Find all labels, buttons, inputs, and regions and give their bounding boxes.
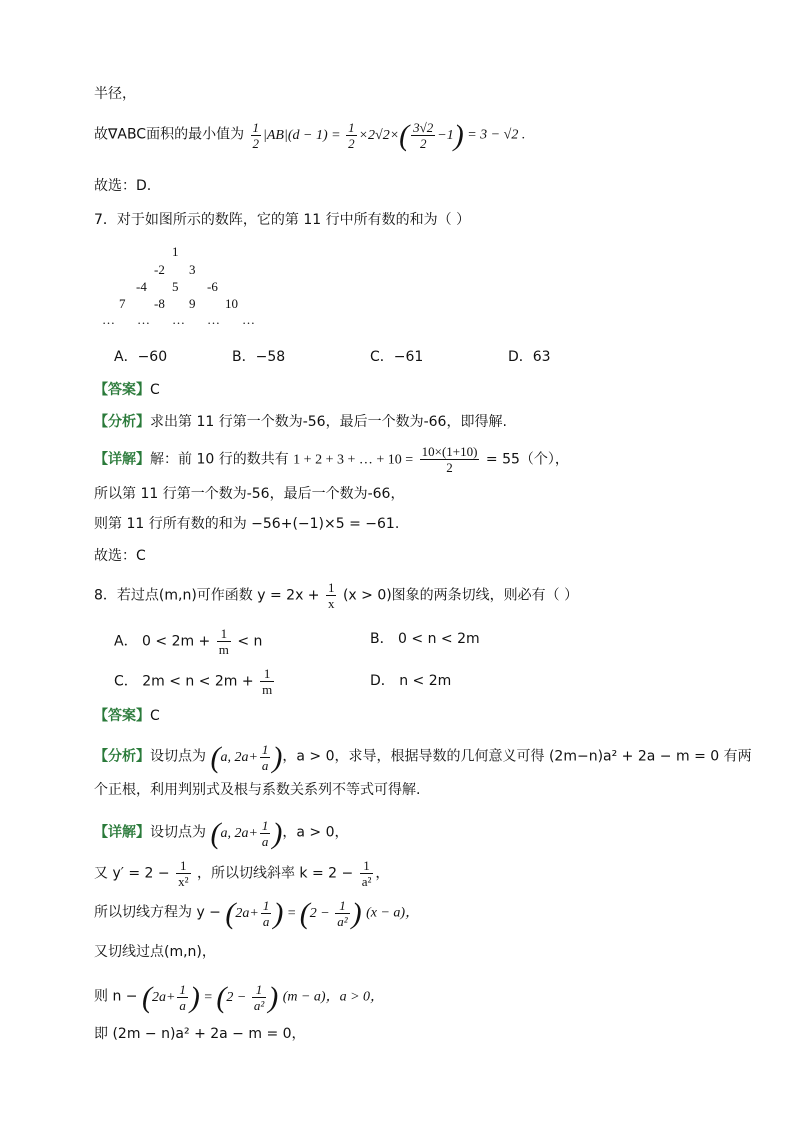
stem-a: 8．若过点(m,n)可作函数 y = 2x + [94,587,320,604]
opt-a-tail: < n [237,633,263,650]
q7-stem: 7．对于如图所示的数阵，它的第 11 行中所有数的和为（ ） [94,212,471,228]
area-result: = 3 − √2 . [467,127,526,143]
tangent-text: 所以切线方程为 y − [94,904,221,921]
opt-c-text: C． 2m < n < 2m + [114,673,254,690]
frac-den: 2 [446,460,453,475]
analysis-text: 求出第 11 行第一个数为-56，最后一个数为-66，即得解. [150,414,507,430]
sum-fraction [420,444,480,475]
q8-detail-2: 又 y′ = 2 − $\frac{1}{\text{x²}}$ ，所以切线斜率 k = 2 − $\frac{1}{\text{a²}}$ ， [94,858,390,889]
comma: ， [375,865,390,882]
area-formula-line [94,120,525,151]
tri-cell: … [242,312,255,327]
q7-detail-1 [94,444,569,475]
q8-detail-4: 又切线过点(m,n)， [94,944,216,960]
frac-num: 10×(1+10) [421,444,478,459]
tri-cell: -8 [154,296,165,311]
opt-a-text: A． 0 < 2m + [114,633,211,650]
q8-option-a: A． 0 < 2m + $\frac{1}{m}$ < n [114,626,263,657]
answer-label: 【答案】 [94,708,150,724]
q8-option-d: D． n < 2m [370,673,452,689]
q8-detail-3: 所以切线方程为 y − (2a+ $\frac{1}{a}$ ) = (2 − $\frac{1}{\text{a²}}$ ) (x − a)， [94,896,420,930]
q8-answer [94,706,160,726]
answer-label: 【答案】 [94,382,150,398]
q8-option-c: C． 2m < n < 2m + $\frac{1}{m}$ [114,666,273,697]
tri-cell: 3 [189,262,196,277]
q8-analysis: 【分析】设切点为 (a, 2a+ $\frac{1}{a}$ )，a > 0，求导，根据导数的几何意义可得 (2m−n)a² + 2a − m = 0 有两 [94,740,752,774]
analysis-text: 设切点为 [150,748,206,765]
tangent-tail: (x − a)， [366,905,420,921]
answer-value: C [150,382,160,398]
analysis-text: ，a > 0，求导，根据导数的几何意义可得 (2m−n)a² + 2a − m = 0 有两 [282,748,752,765]
q7-detail-2: 所以第 11 行第一个数为-56，最后一个数为-66， [94,486,405,502]
analysis-label: 【分析】 [94,414,150,430]
tri-cell: … [172,312,185,327]
q7-option-d: D．63 [508,349,551,365]
tri-cell: -2 [154,262,165,277]
sum-result: = 55（个）， [485,451,569,468]
tri-cell: 9 [189,296,196,311]
prev-choose: 故选：D. [94,178,152,194]
tri-cell: … [102,312,115,327]
q7-option-b: B．−58 [232,349,286,365]
tri-cell: 5 [172,279,179,294]
detail-text: 解：前 10 行的数共有 [150,451,289,468]
substitute-tail: (m − a)，a > 0， [282,989,385,1005]
slope-text: ，所以切线斜率 k = 2 − [196,865,354,882]
area-prefix: 故∇ABC面积的最小值为 [94,126,245,143]
q8-analysis-2: 个正根，利用判别式及根与系数关系列不等式可得解. [94,782,421,798]
substitute-text: 则 n − [94,988,138,1005]
detail-text: ，a > 0， [282,824,349,841]
derivative-text: 又 y′ = 2 − [94,865,170,882]
tri-cell: -6 [207,279,218,294]
tri-cell: 10 [225,296,238,311]
q8-option-b: B． 0 < n < 2m [370,631,480,647]
q7-answer [94,380,160,400]
q8-detail-5: 则 n − (2a+ $\frac{1}{a}$ ) = (2 − $\frac{1}{\text{a²}}$ ) (m − a)，a > 0， [94,980,385,1014]
q8-stem: 8．若过点(m,n)可作函数 y = 2x + $\frac{1}{x}$ (x > 0)图象的两条切线，则必有（ ） [94,580,579,611]
q7-option-a: A．−60 [114,349,168,365]
q7-choose: 故选：C [94,548,146,564]
analysis-label: 【分析】 [94,748,150,765]
radius-text: 半径， [94,86,136,102]
q7-detail-3: 则第 11 行所有数的和为 −56+(−1)×5 = −61. [94,516,400,532]
tri-cell: 7 [119,296,126,311]
sum-expression: 1 + 2 + 3 + … + 10 = [293,452,414,468]
tri-cell: -4 [136,279,147,294]
detail-label: 【详解】 [94,824,150,841]
q7-analysis [94,412,507,432]
q8-detail-1: 【详解】设切点为 (a, 2a+ $\frac{1}{a}$ )，a > 0， [94,816,349,850]
tri-cell: … [137,312,150,327]
tri-cell: 1 [172,244,179,259]
area-formula: $\frac{1}{2}$ |AB|(d − 1) = $\frac{1}{2}$ ×2√2×( $\frac{3√2}{2}$ −1) [252,118,464,152]
stem-b: (x > 0)图象的两条切线，则必有（ ） [342,587,579,604]
tri-cell: … [207,312,220,327]
detail-text: 设切点为 [150,824,206,841]
q7-option-c: C．−61 [370,349,424,365]
detail-label: 【详解】 [94,451,150,468]
answer-value: C [150,708,160,724]
q8-detail-6: 即 (2m − n)a² + 2a − m = 0， [94,1026,306,1042]
